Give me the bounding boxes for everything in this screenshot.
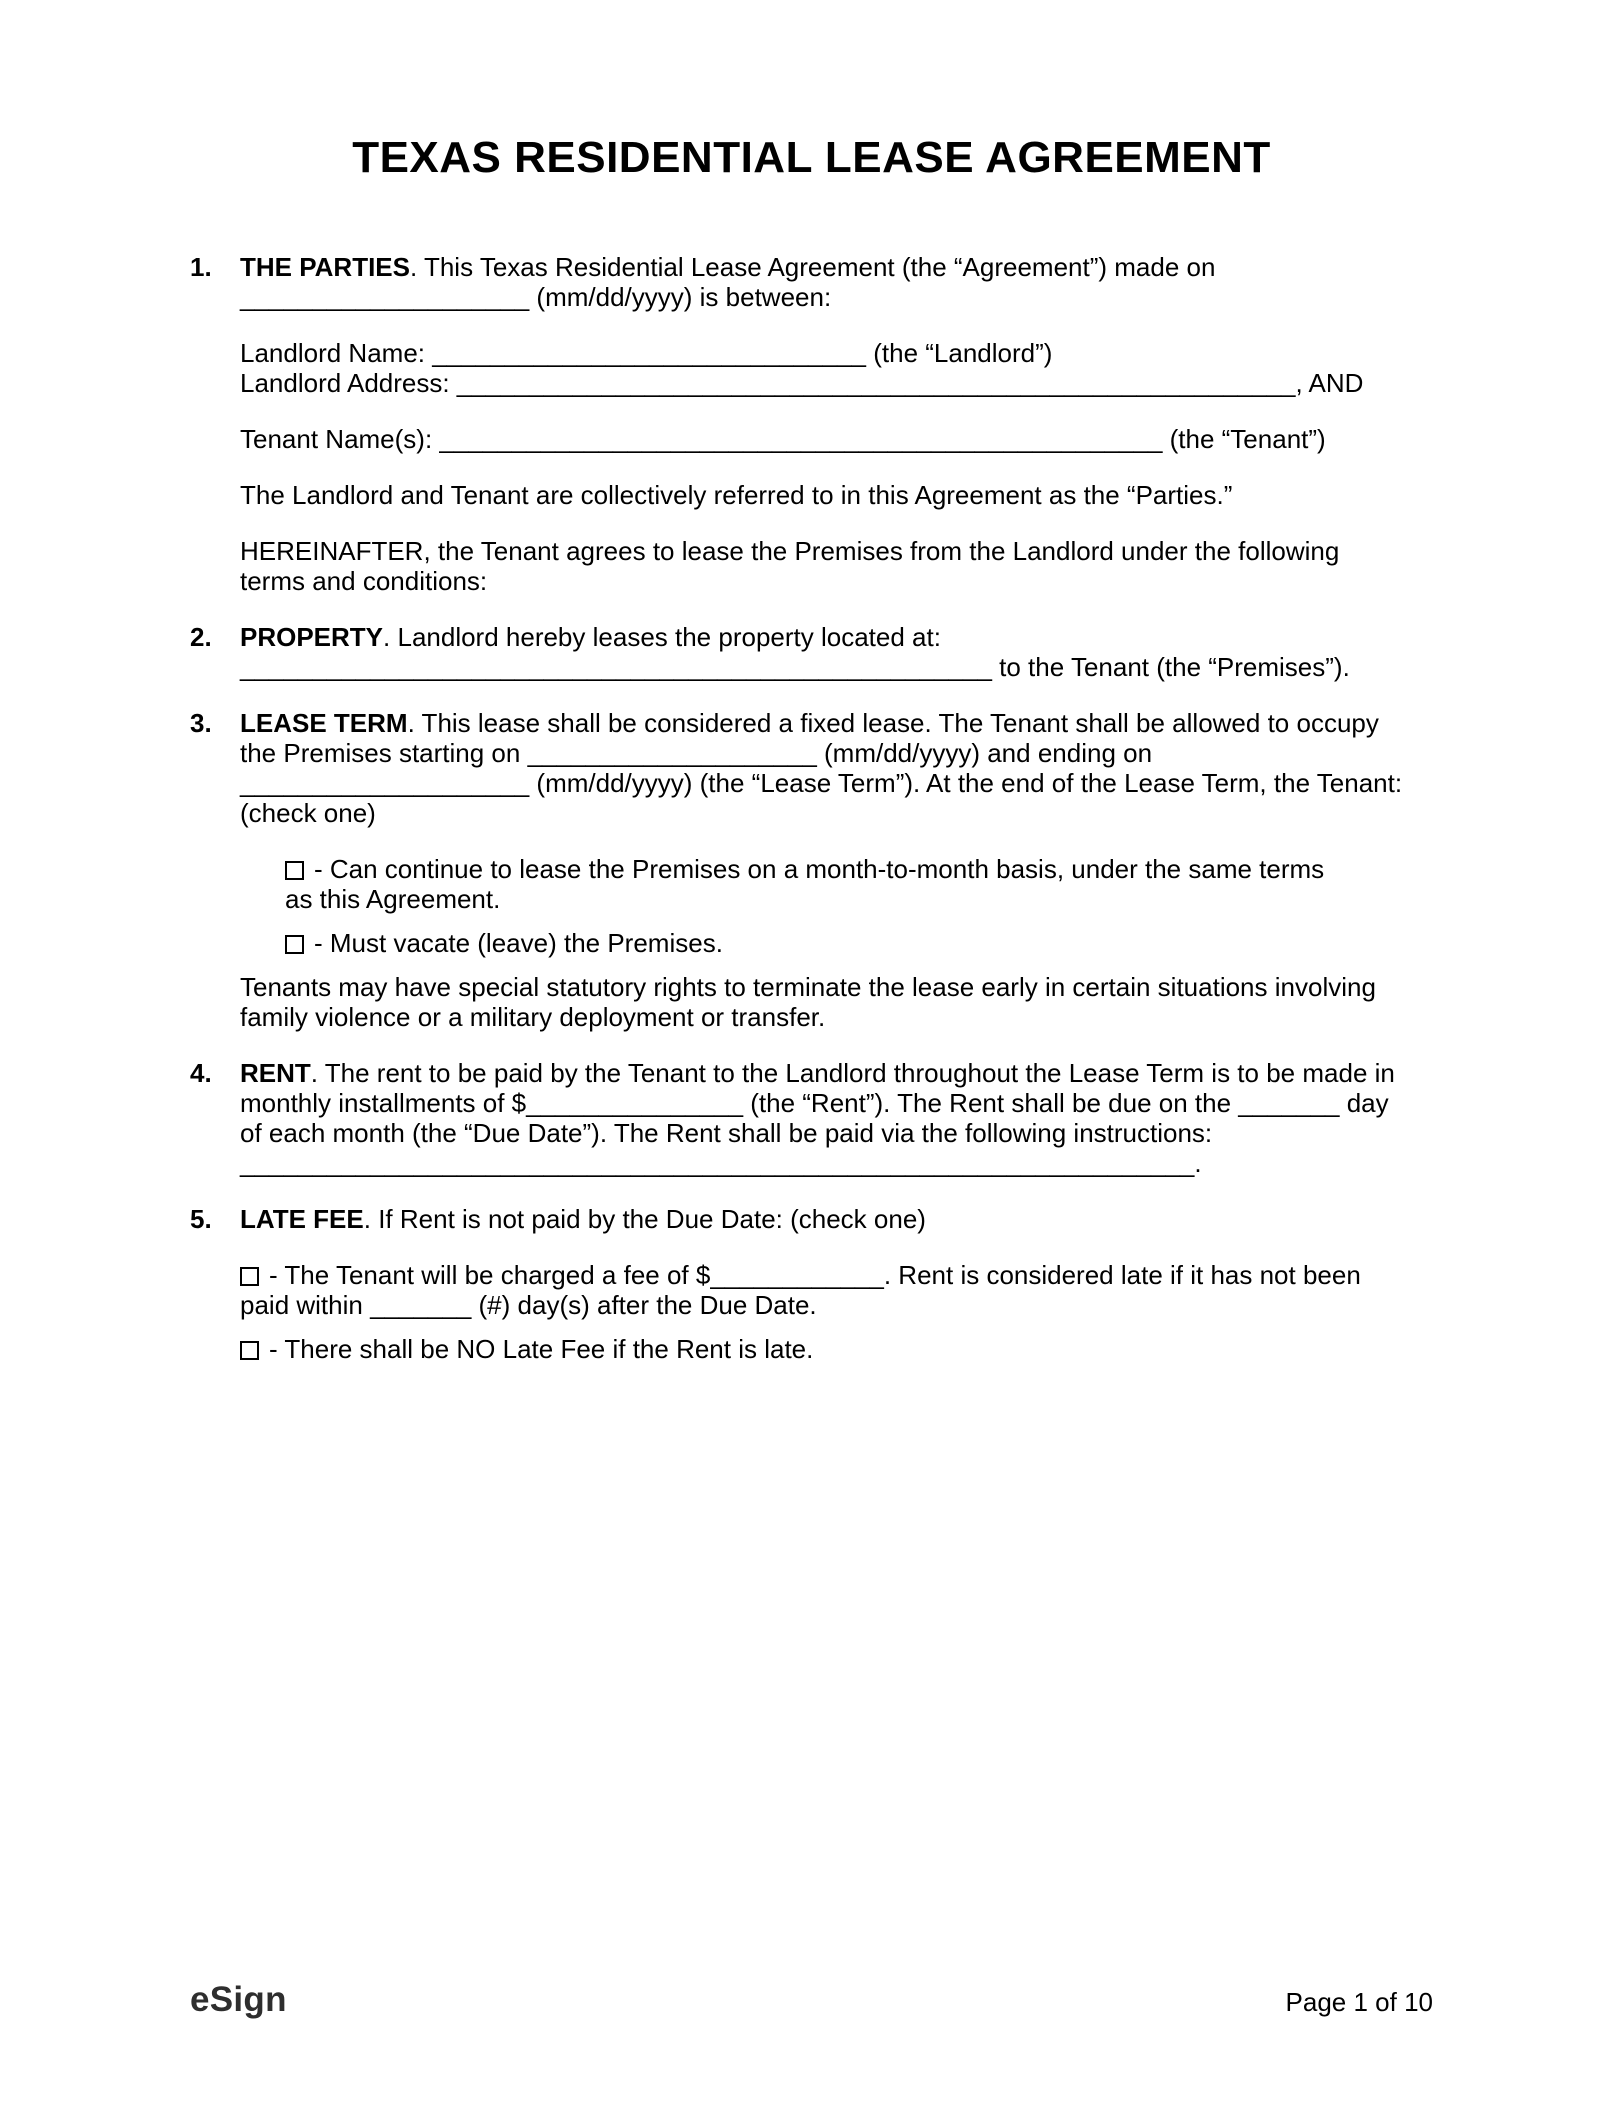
lease-term-paragraph — [240, 708, 1405, 828]
late-fee-heading: LATE FEE — [240, 1204, 364, 1234]
lease-term-heading: LEASE TERM — [240, 708, 408, 738]
lease-term-statutory-note: Tenants may have special statutory rights to terminate the lease early in certain situations involving family violence or a military deployment or transfer. — [240, 972, 1376, 1032]
hereinafter-line: HEREINAFTER, the Tenant agrees to lease the Premises from the Landlord under the following terms and conditions: — [240, 536, 1340, 596]
lease-term-body-text: . This lease shall be considered a fixed lease. The Tenant shall be allowed to occupy the Premises starting on ____________________ (mm/dd/yyyy) and ending on ____________________ (mm/dd/yyyy) (the “Lease Term”). At the end of the Lease Term, the Tenant: (check one) — [240, 708, 1403, 828]
lease-term-option-month-to-month — [285, 854, 1325, 914]
property-body-text: . Landlord hereby leases the property located at: ____________________________________________________ to the Tenant (the “Premises”). — [240, 622, 1350, 682]
parties-collective-line: The Landlord and Tenant are collectively referred to in this Agreement as the “Parties.” — [240, 480, 1233, 510]
document-title: TEXAS RESIDENTIAL LEASE AGREEMENT — [352, 133, 1271, 182]
tenant-name-line: Tenant Name(s): __________________________________________________ (the “Tenant”) — [240, 424, 1326, 454]
rent-paragraph — [240, 1058, 1405, 1178]
lease-term-option-vacate-text: - Must vacate (leave) the Premises. — [314, 928, 723, 958]
landlord-address-line: Landlord Address: __________________________________________________________, AND — [240, 368, 1364, 398]
page-footer — [190, 1980, 1433, 2019]
section-late-fee — [190, 1204, 1433, 1364]
esign-logo: eSign — [190, 1980, 287, 2019]
section-parties — [190, 252, 1433, 596]
section-number-property: 2. — [190, 622, 212, 652]
checkbox-no-late-fee[interactable] — [240, 1341, 259, 1360]
section-number-parties: 1. — [190, 252, 212, 282]
rent-heading: RENT — [240, 1058, 311, 1088]
late-fee-option-charged-text: - The Tenant will be charged a fee of $____________. Rent is considered late if it has not been paid within _______ (#) day(s) after the Due Date. — [240, 1260, 1361, 1320]
checkbox-late-fee-charged[interactable] — [240, 1267, 259, 1286]
late-fee-option-none — [240, 1334, 1405, 1364]
section-number-rent: 4. — [190, 1058, 212, 1088]
landlord-block — [240, 338, 1405, 398]
checkbox-vacate[interactable] — [285, 935, 304, 954]
lease-term-option-vacate — [285, 928, 1325, 958]
lease-term-option-month-to-month-text: - Can continue to lease the Premises on a month-to-month basis, under the same terms as this Agreement. — [285, 854, 1325, 914]
section-number-late-fee: 5. — [190, 1204, 212, 1234]
rent-body-text: . The rent to be paid by the Tenant to the Landlord throughout the Lease Term is to be made in monthly installments of $_______________ (the “Rent”). The Rent shall be due on the _______ day of each month (the “Due Date”). The Rent shall be paid via the following instructions: __________________________________________________________________. — [240, 1058, 1395, 1178]
page-number: Page 1 of 10 — [1285, 1987, 1433, 2017]
late-fee-option-none-text: - There shall be NO Late Fee if the Rent is late. — [269, 1334, 814, 1364]
parties-heading: THE PARTIES — [240, 252, 410, 282]
section-property — [190, 622, 1433, 682]
section-number-lease-term: 3. — [190, 708, 212, 738]
late-fee-paragraph — [240, 1204, 1405, 1234]
late-fee-body-text: . If Rent is not paid by the Due Date: (check one) — [363, 1204, 926, 1234]
property-paragraph — [240, 622, 1405, 682]
section-lease-term — [190, 708, 1433, 1032]
landlord-name-line: Landlord Name: ______________________________ (the “Landlord”) — [240, 338, 1053, 368]
parties-intro — [240, 252, 1405, 312]
checkbox-month-to-month[interactable] — [285, 861, 304, 880]
late-fee-option-charged — [240, 1260, 1405, 1320]
section-rent — [190, 1058, 1433, 1178]
property-heading: PROPERTY — [240, 622, 384, 652]
parties-intro-text: . This Texas Residential Lease Agreement (the “Agreement”) made on ____________________ (mm/dd/yyyy) is between: — [240, 252, 1216, 312]
